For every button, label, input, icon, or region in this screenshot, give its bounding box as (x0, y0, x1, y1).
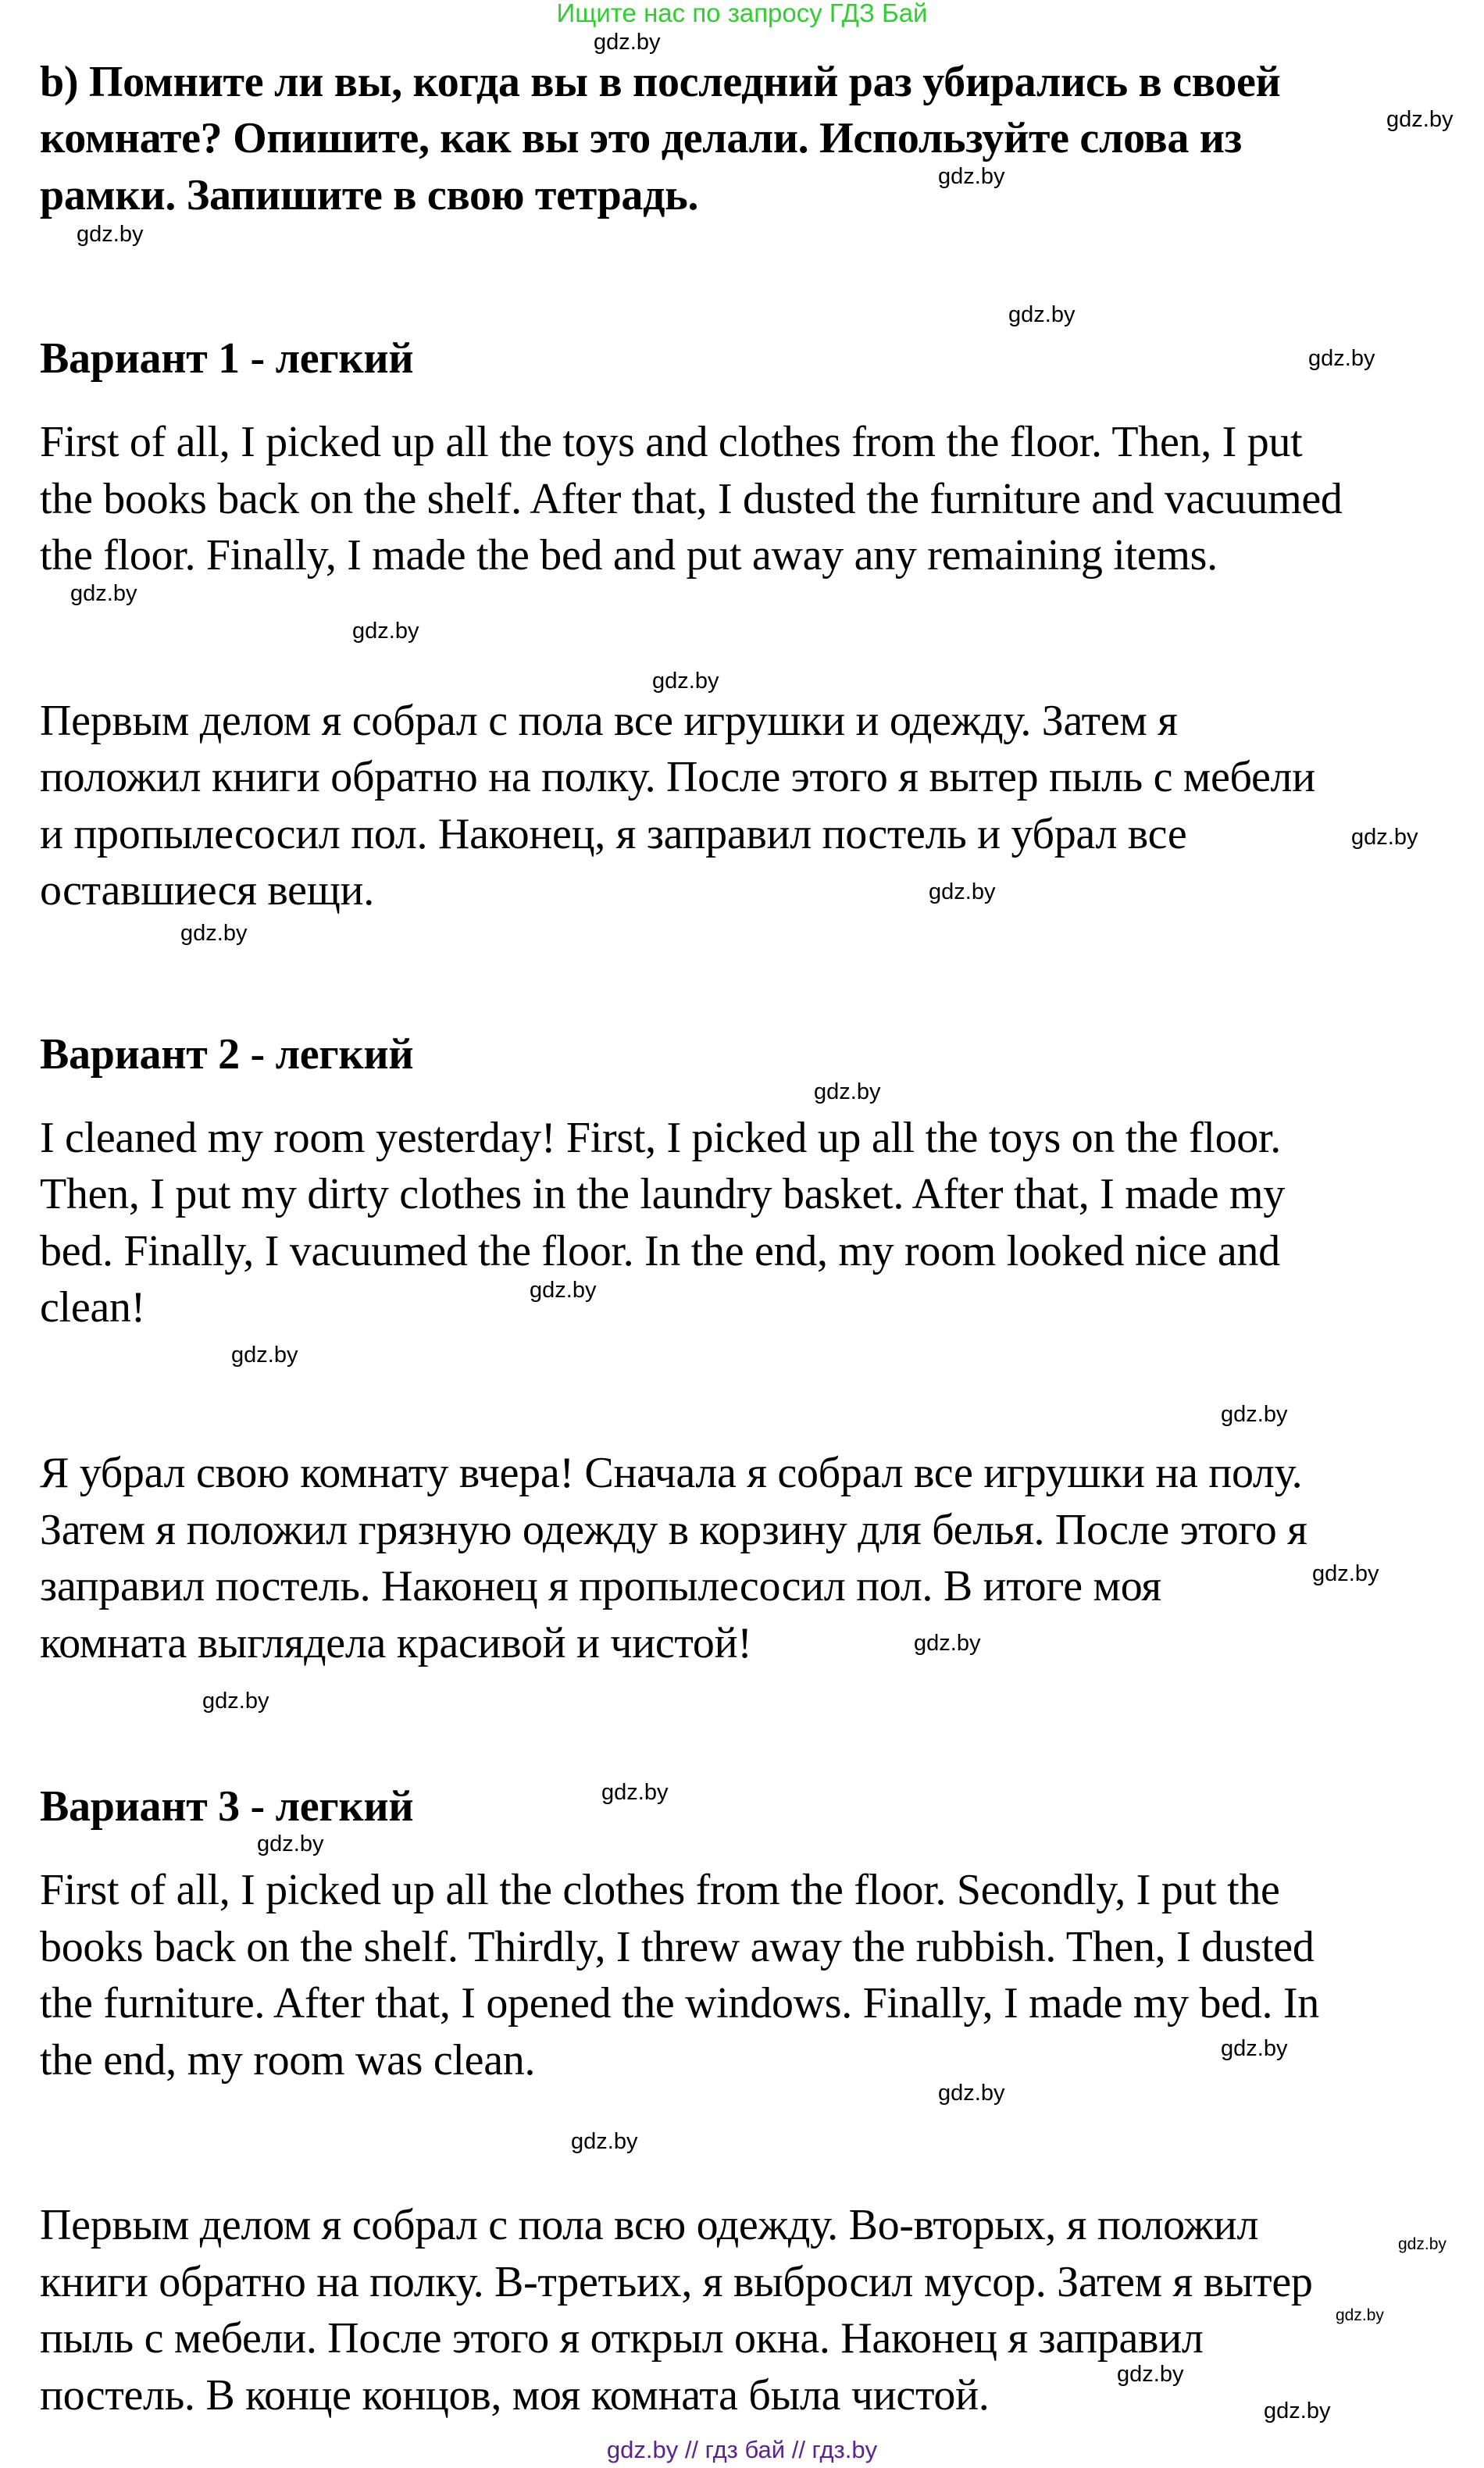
watermark: gdz.by (601, 1780, 669, 1805)
watermark: gdz.by (1008, 302, 1076, 327)
russian-text-line: оставшиеся вещи. (40, 866, 374, 915)
watermark: gdz.by (652, 669, 719, 694)
russian-text-line: постель. В конце концов, моя комната была чистой. (40, 2371, 990, 2420)
russian-text-line: пыль с мебели. После этого я открыл окна. Наконец я заправил (40, 2314, 1204, 2363)
watermark: gdz.by (1308, 346, 1375, 371)
watermark: gdz.by (530, 1278, 597, 1303)
watermark: gdz.by (938, 164, 1005, 189)
watermark: gdz.by (180, 921, 248, 946)
english-text-line: the floor. Finally, I made the bed and put away any remaining items. (40, 531, 1218, 580)
english-text-line: books back on the shelf. Thirdly, I threw away the rubbish. Then, I dusted (40, 1923, 1315, 1971)
watermark: gdz.by (594, 30, 661, 55)
watermark: gdz.by (914, 1631, 981, 1656)
russian-text-line: положил книги обратно на полку. После этого я вытер пыль с мебели (40, 753, 1315, 801)
watermark: gdz.by (1221, 1402, 1288, 1427)
watermark: gdz.by (202, 1689, 269, 1714)
watermark: gdz.by (571, 2129, 638, 2154)
watermark: gdz.by (1336, 2306, 1384, 2324)
variant-heading: Вариант 3 - легкий (40, 1782, 414, 1831)
english-text-line: the books back on the shelf. After that, I dusted the furniture and vacuumed (40, 475, 1343, 523)
russian-text-line: Я убрал свою комнату вчера! Сначала я собрал все игрушки на полу. (40, 1449, 1303, 1497)
english-text-line: bed. Finally, I vacuumed the floor. In the end, my room looked nice and (40, 1227, 1280, 1275)
russian-text-line: книги обратно на полку. В-третьих, я выбросил мусор. Затем я вытер (40, 2258, 1313, 2306)
watermark: gdz.by (1312, 1561, 1379, 1586)
top-banner: Ищите нас по запросу ГДЗ Бай (556, 0, 928, 27)
watermark: gdz.by (1264, 2398, 1331, 2423)
footer-links[interactable]: gdz.by // гдз бай // гдз.by (606, 2436, 878, 2463)
english-text-line: Then, I put my dirty clothes in the laundry basket. After that, I made my (40, 1170, 1285, 1218)
english-text-line: the end, my room was clean. (40, 2036, 536, 2085)
english-text-line: First of all, I picked up all the toys and clothes from the floor. Then, I put (40, 418, 1303, 466)
task-title-line: комнате? Опишите, как вы это делали. Используйте слова из (40, 114, 1242, 162)
russian-text-line: Первым делом я собрал с пола всю одежду. Во-вторых, я положил (40, 2201, 1259, 2249)
watermark: gdz.by (1351, 825, 1418, 850)
english-text-line: I cleaned my room yesterday! First, I picked up all the toys on the floor. (40, 1114, 1281, 1162)
watermark: gdz.by (70, 581, 137, 606)
task-title-line: b) Помните ли вы, когда вы в последний раз убирались в своей (40, 58, 1281, 106)
watermark: gdz.by (1221, 2036, 1288, 2061)
variant-heading: Вариант 1 - легкий (40, 334, 414, 383)
watermark: gdz.by (257, 1831, 324, 1856)
watermark: gdz.by (231, 1343, 298, 1368)
english-text-line: clean! (40, 1283, 145, 1332)
watermark: gdz.by (1386, 107, 1454, 132)
watermark: gdz.by (352, 619, 419, 644)
english-text-line: First of all, I picked up all the clothes from the floor. Secondly, I put the (40, 1866, 1280, 1914)
russian-text-line: и пропылесосил пол. Наконец, я заправил постель и убрал все (40, 810, 1187, 858)
watermark: gdz.by (929, 879, 996, 904)
english-text-line: the furniture. After that, I opened the windows. Finally, I made my bed. In (40, 1979, 1319, 2028)
russian-text-line: комната выглядела красивой и чистой! (40, 1619, 752, 1667)
watermark: gdz.by (77, 222, 144, 247)
watermark: gdz.by (938, 2081, 1005, 2106)
task-title-line: рамки. Запишите в свою тетрадь. (40, 171, 699, 219)
russian-text-line: заправил постель. Наконец я пропылесосил пол. В итоге моя (40, 1562, 1161, 1610)
russian-text-line: Первым делом я собрал с пола все игрушки и одежду. Затем я (40, 697, 1178, 745)
watermark: gdz.by (814, 1079, 881, 1104)
russian-text-line: Затем я положил грязную одежду в корзину для белья. После этого я (40, 1506, 1307, 1554)
watermark: gdz.by (1117, 2362, 1184, 2387)
variant-heading: Вариант 2 - легкий (40, 1030, 414, 1079)
watermark: gdz.by (1398, 2235, 1447, 2253)
